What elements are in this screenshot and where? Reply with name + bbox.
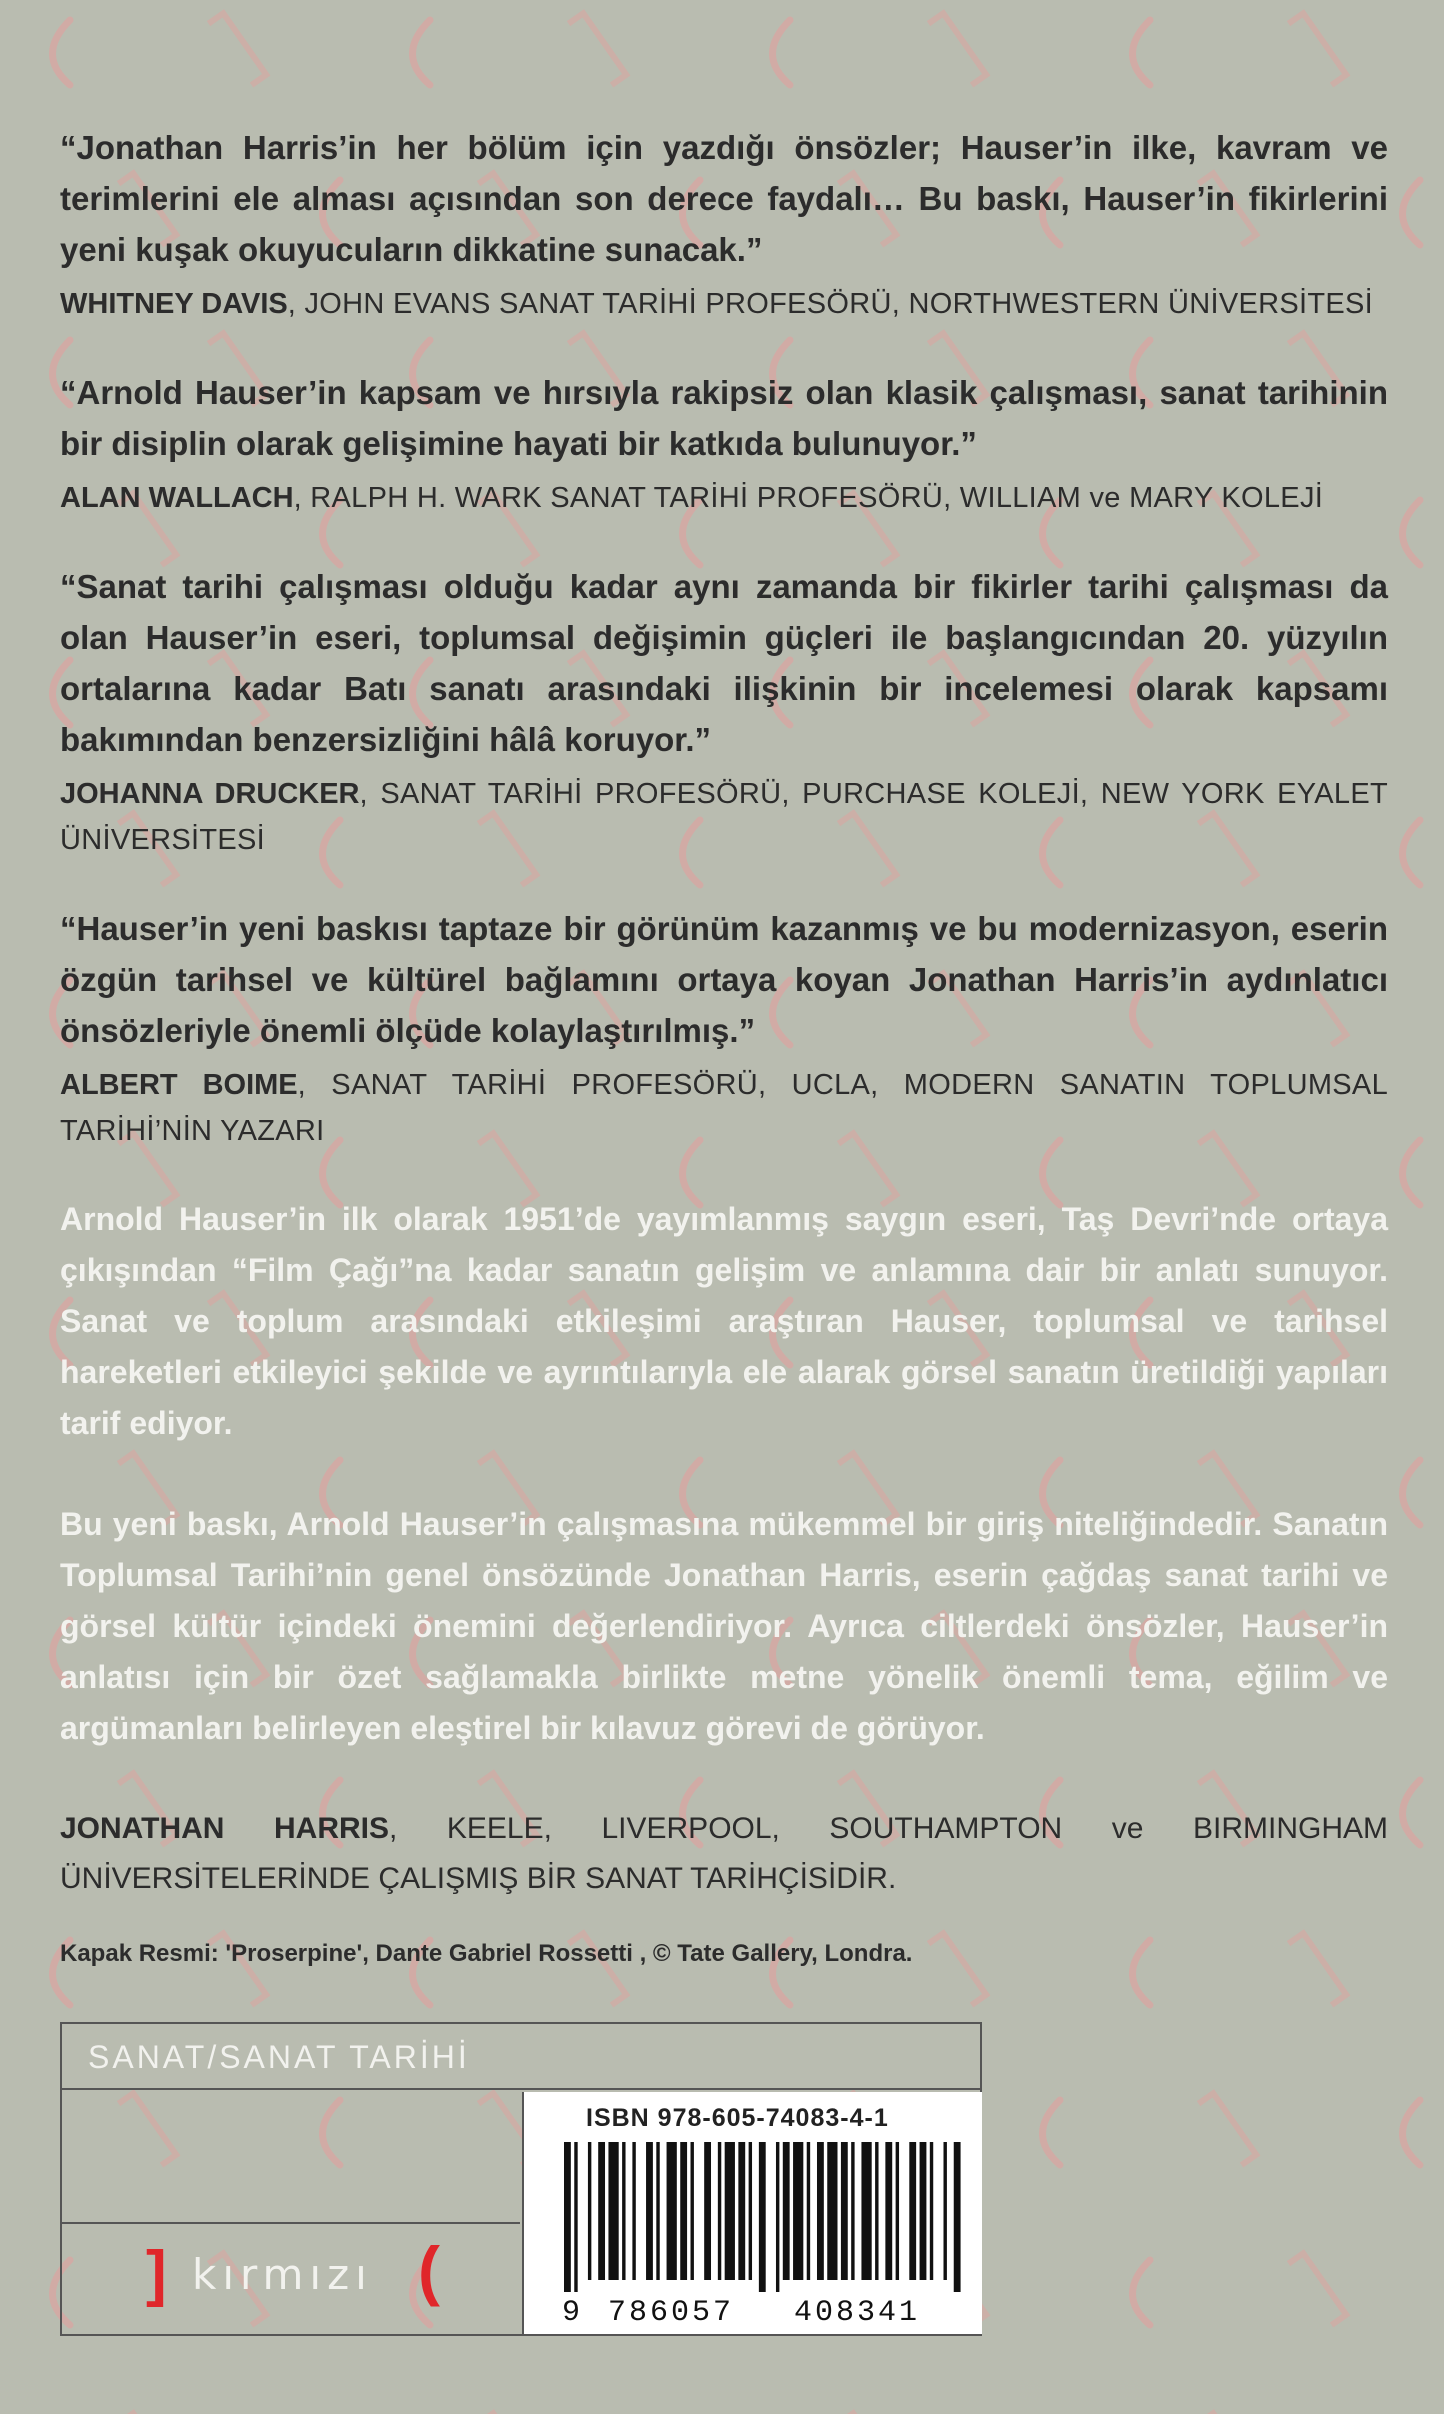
barcode-bar [704,2142,711,2280]
quote-text: “Jonathan Harris’in her bölüm için yazdığı önsözler; Hauser’in ilke, kavram ve terimlerini ele alması açısından son derece faydalı… Bu baskı, Hauser’in fikirlerini yeni kuşak okuyucuların dikkatine sunacak.” [60,129,1388,268]
logo-paren-icon: ( [418,2233,440,2307]
barcode-bar [622,2142,625,2280]
quote-text: “Sanat tarihi çalışması olduğu kadar aynı zamanda bir fikirler tarihi çalışması da olan Hauser’in eseri, toplumsal değişimin güçleri ile başlangıcından 20. yüzyılın ortalarına kadar Batı sanatı arasındaki ilişkinin bir incelemesi olarak kapsamı bakımından benzersizliğini hâlâ koruyor.” [60,568,1388,758]
quote-attribution [60,771,1388,863]
barcode-bar [841,2142,848,2280]
watermark-paren-icon [1403,1140,1421,1205]
author-bio-text: , KEELE, LIVERPOOL, SOUTHAMPTON ve BIRMINGHAM ÜNİVERSİTELERİNDE ÇALIŞMIŞ BİR SANAT TARİHÇİSİDİR. [60,1812,1388,1895]
barcode-bar [680,2142,687,2280]
reviewer-name: ALAN WALLACH [60,482,294,514]
barcode-bar [783,2142,790,2280]
author-name: JONATHAN HARRIS [60,1812,389,1845]
barcode-bar [574,2142,577,2292]
back-cover-text [60,122,1388,1968]
barcode-right-group: 408341 [794,2296,921,2330]
barcode-bar [608,2142,618,2280]
barcode-bar [930,2142,933,2280]
barcode-bar [588,2142,591,2280]
watermark-paren-icon [1403,500,1421,565]
reviewer-name: JOHANNA DRUCKER [60,778,360,810]
publisher-name: kırmızı [192,2250,373,2299]
barcode-bar [738,2142,745,2280]
watermark-bracket-icon [1289,13,1347,85]
barcode-bar [817,2142,824,2280]
category-label: SANAT/SANAT TARİHİ [62,2024,980,2090]
description-paragraph-1: Arnold Hauser’in ilk olarak 1951’de yayımlanmış saygın eseri, Taş Devri’nde ortaya çıkışından “Film Çağı”na kadar sanatın gelişim ve anlamına dair bir anlatı sunuyor. Sanat ve toplum arasındaki etkileşimi araştıran Hauser, toplumsal ve tarihsel hareketleri etkileyici şekilde ve ayrıntılarıyla ele alarak görsel sanatın üretildiği yapıları tarif ediyor. [60,1201,1388,1441]
barcode-bar [851,2142,854,2280]
barcode-bar [827,2142,837,2280]
barcode-bar [861,2142,871,2280]
barcode-bar [598,2142,605,2280]
barcode-bar [896,2142,899,2280]
barcode-bar [776,2142,779,2292]
description-paragraph-2: Bu yeni baskı, Arnold Hauser’in çalışmasına mükemmel bir giriş niteliğindedir. Sanatın Toplumsal Tarihi’nin genel önsözünde Jonathan Harris, eserin çağdaş sanat tarihi ve görsel kültür içindeki önemini değerlendiriyor. Ayrıca ciltlerdeki önsözler, Hauser’in anlatısı için bir özet sağlamakla birlikte metne yönelik önemli tema, eğilim ve argümanları belirleyen eleştirel bir kılavuz görevi de görüyor. [60,1506,1388,1746]
barcode-bar [943,2142,946,2280]
reviewer-title: , SANAT TARİHİ PROFESÖRÜ, UCLA, MODERN SANATIN TOPLUMSAL TARİHİ’NİN YAZARI [60,1069,1388,1147]
barcode-bar [920,2142,927,2280]
watermark-paren-icon [1403,1460,1421,1525]
barcode-bar [646,2142,653,2280]
isbn-label: ISBN 978-605-74083-4-1 [586,2104,889,2132]
watermark-paren-icon [773,20,791,85]
watermark-paren-icon [1403,2100,1421,2165]
barcode-bar [885,2142,892,2280]
quote-text: “Arnold Hauser’in kapsam ve hırsıyla rakipsiz olan klasik çalışması, sanat tarihinin bir disiplin olarak gelişimine hayati bir katkıda bulunuyor.” [60,374,1388,462]
barcode-bar [954,2142,961,2292]
barcode-bar [691,2142,694,2280]
reviewer-title: , JOHN EVANS SANAT TARİHİ PROFESÖRÜ, NORTHWESTERN ÜNİVERSİTESİ [287,288,1374,320]
watermark-paren-icon [1133,2260,1151,2325]
watermark-paren-icon [1403,180,1421,245]
panel-blank-cell [62,2092,520,2224]
quote-attribution [60,281,1388,327]
book-description [60,1194,1388,1754]
barcode-bar [793,2142,803,2280]
barcode-first-digit: 9 [562,2296,581,2330]
reviewer-title: , RALPH H. WARK SANAT TARİHİ PROFESÖRÜ, WILLIAM ve MARY KOLEJİ [293,482,1324,514]
barcode-bar [667,2142,677,2280]
barcode-bar [564,2142,571,2292]
isbn-barcode [522,2092,982,2334]
watermark-bracket-icon [929,13,987,85]
barcode-bar [656,2142,659,2280]
watermark-bracket-icon [569,13,627,85]
barcode-bars [564,2142,964,2292]
watermark-paren-icon [1133,20,1151,85]
reviewer-name: WHITNEY DAVIS [60,288,288,320]
watermark-paren-icon [53,20,71,85]
barcode-bar [632,2142,635,2280]
barcode-bar [909,2142,916,2280]
quote-attribution [60,1062,1388,1154]
review-quote-2 [60,367,1388,521]
review-quote-1 [60,122,1388,327]
barcode-bar [725,2142,735,2280]
author-bio [60,1804,1388,1904]
review-quote-4 [60,903,1388,1154]
barcode-bar [718,2142,721,2280]
reviewer-name: ALBERT BOIME [60,1069,298,1101]
logo-bracket-icon: ] [146,2239,167,2308]
barcode-bar [749,2142,752,2280]
publisher-logo [62,2224,520,2334]
barcode-bar [875,2142,878,2280]
barcode-bar [807,2142,810,2280]
cover-credit: Kapak Resmi: 'Proserpine', Dante Gabriel Rossetti , © Tate Gallery, Londra. [60,1940,913,1967]
review-quote-3 [60,561,1388,863]
watermark-bracket-icon [209,13,267,85]
quote-text: “Hauser’in yeni baskısı taptaze bir görünüm kazanmış ve bu modernizasyon, eserin özgün tarihsel ve kültürel bağlamını ortaya koyan Jonathan Harris’in aydınlatıcı önsözleriyle önemli ölçüde kolaylaştırılmış.” [60,910,1388,1049]
watermark-bracket-icon [1289,2253,1347,2325]
reviewer-title: , SANAT TARİHİ PROFESÖRÜ, PURCHASE KOLEJİ, NEW YORK EYALET ÜNİVERSİTESİ [60,778,1388,856]
info-panel [60,2022,982,2336]
quote-attribution [60,475,1388,521]
watermark-paren-icon [1403,1780,1421,1845]
watermark-paren-icon [1043,2100,1061,2165]
barcode-bar [759,2142,766,2292]
watermark-bracket-icon [1199,2093,1257,2165]
barcode-left-group: 786057 [608,2296,735,2330]
watermark-paren-icon [413,20,431,85]
watermark-paren-icon [1403,820,1421,885]
